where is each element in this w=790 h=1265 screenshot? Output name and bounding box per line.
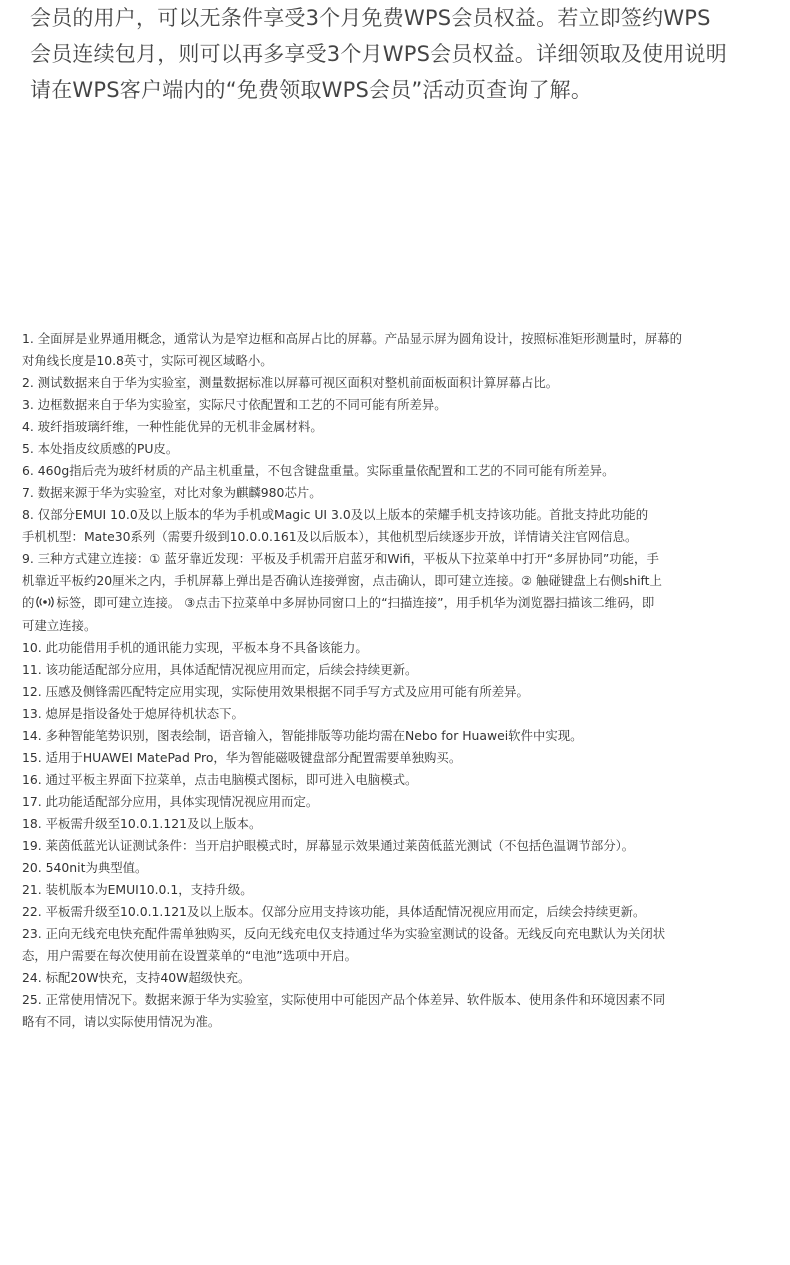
footnote-item (22, 416, 774, 438)
footnote-item (22, 460, 774, 482)
footnote-text: 的 (22, 595, 35, 610)
footnote-line: 9. 三种方式建立连接：① 蓝牙靠近发现：平板及手机需开启蓝牙和Wifi，平板从下拉菜单中打开“多屏协同”功能，手 (22, 551, 659, 566)
footnote-line: 3. 边框数据来自于华为实验室，实际尺寸依配置和工艺的不同可能有所差异。 (22, 397, 447, 412)
footnote-line-with-icon (22, 592, 774, 615)
footnote-line: 10. 此功能借用手机的通讯能力实现，平板本身不具备该能力。 (22, 640, 368, 655)
footnote-item (22, 879, 774, 901)
footnote-line: 对角线长度是10.8英寸，实际可视区域略小。 (22, 353, 273, 368)
footnote-item (22, 901, 774, 923)
footnote-item (22, 813, 774, 835)
footnote-line: 18. 平板需升级至10.0.1.121及以上版本。 (22, 816, 262, 831)
footnote-line: 25. 正常使用情况下。数据来源于华为实验室，实际使用中可能因产品个体差异、软件版本、使用条件和环境因素不同 (22, 992, 666, 1007)
footnote-item (22, 835, 774, 857)
footnote-line: 21. 装机版本为EMUI10.0.1，支持升级。 (22, 882, 253, 897)
footnote-line: 22. 平板需升级至10.0.1.121及以上版本。仅部分应用支持该功能，具体适配情况视应用而定，后续会持续更新。 (22, 904, 646, 919)
footnote-line: 7. 数据来源于华为实验室，对比对象为麒麟980芯片。 (22, 485, 322, 500)
footnote-item (22, 504, 774, 548)
footnote-item (22, 637, 774, 659)
footnote-item (22, 681, 774, 703)
footnote-line: 6. 460g指后壳为玻纤材质的产品主机重量，不包含键盘重量。实际重量依配置和工艺的不同可能有所差异。 (22, 463, 615, 478)
footnote-line: 24. 标配20W快充，支持40W超级快充。 (22, 970, 251, 985)
footnote-line: 态，用户需要在每次使用前在设置菜单的“电池”选项中开启。 (22, 948, 357, 963)
footnote-item (22, 659, 774, 681)
intro-line: 请在WPS客户端内的“免费领取WPS会员”活动页查询了解。 (30, 78, 593, 102)
footnote-line: 20. 540nit为典型值。 (22, 860, 148, 875)
footnote-item (22, 703, 774, 725)
footnote-item (22, 482, 774, 504)
footnote-line: 15. 适用于HUAWEI MatePad Pro，华为智能磁吸键盘部分配置需要单独购买。 (22, 750, 462, 765)
footnote-item (22, 967, 774, 989)
footnote-line: 23. 正向无线充电快充配件需单独购买，反向无线充电仅支持通过华为实验室测试的设备。无线反向充电默认为关闭状 (22, 926, 666, 941)
footnote-line: 17. 此功能适配部分应用，具体实现情况视应用而定。 (22, 794, 319, 809)
footnote-item (22, 328, 774, 372)
footnote-line: 5. 本处指皮纹质感的PU皮。 (22, 441, 179, 456)
footnote-line: 4. 玻纤指玻璃纤维，一种性能优异的无机非金属材料。 (22, 419, 323, 434)
footnote-item (22, 372, 774, 394)
footnote-line: 1. 全面屏是业界通用概念，通常认为是窄边框和高屏占比的屏幕。产品显示屏为圆角设计，按照标准矩形测量时，屏幕的 (22, 331, 683, 346)
footnote-item (22, 747, 774, 769)
footnote-line: 16. 通过平板主界面下拉菜单，点击电脑模式图标，即可进入电脑模式。 (22, 772, 418, 787)
intro-line: 会员连续包月，则可以再多享受3个月WPS会员权益。详细领取及使用说明 (30, 42, 727, 66)
intro-line: 会员的用户，可以无条件享受3个月免费WPS会员权益。若立即签约WPS (30, 6, 711, 30)
footnote-line: 12. 压感及侧锋需匹配特定应用实现，实际使用效果根据不同手写方式及应用可能有所差异。 (22, 684, 529, 699)
footnote-item (22, 923, 774, 967)
wireless-tag-icon (35, 593, 55, 615)
intro-paragraph (30, 0, 765, 108)
footnote-item (22, 548, 774, 637)
footnotes-list (22, 328, 774, 1033)
footnote-line: 2. 测试数据来自于华为实验室，测量数据标准以屏幕可视区面积对整机前面板面积计算屏幕占比。 (22, 375, 559, 390)
footnote-item (22, 857, 774, 879)
footnote-line: 略有不同，请以实际使用情况为准。 (22, 1014, 221, 1029)
footnote-item (22, 791, 774, 813)
footnote-line: 11. 该功能适配部分应用，具体适配情况视应用而定，后续会持续更新。 (22, 662, 418, 677)
footnote-line: 14. 多种智能笔势识别，图表绘制，语音输入，智能排版等功能均需在Nebo for Huawei软件中实现。 (22, 728, 583, 743)
footnote-text: 标签，即可建立连接。 ③点击下拉菜单中多屏协同窗口上的“扫描连接”，用手机华为浏览器扫描该二维码，即 (56, 595, 655, 610)
footnote-item (22, 394, 774, 416)
footnote-line: 19. 莱茵低蓝光认证测试条件：当开启护眼模式时，屏幕显示效果通过莱茵低蓝光测试（不包括色温调节部分）。 (22, 838, 635, 853)
footnote-item (22, 725, 774, 747)
footnote-line: 机靠近平板约20厘米之内，手机屏幕上弹出是否确认连接弹窗，点击确认，即可建立连接。② 触碰键盘上右侧shift上 (22, 573, 662, 588)
footnote-line: 8. 仅部分EMUI 10.0及以上版本的华为手机或Magic UI 3.0及以上版本的荣耀手机支持该功能。首批支持此功能的 (22, 507, 649, 522)
footnote-line: 可建立连接。 (22, 618, 97, 633)
footnote-item (22, 769, 774, 791)
footnote-item (22, 989, 774, 1033)
footnote-line: 手机机型：Mate30系列（需要升级到10.0.0.161及以后版本），其他机型后续逐步开放，详情请关注官网信息。 (22, 529, 638, 544)
footnote-line: 13. 熄屏是指设备处于熄屏待机状态下。 (22, 706, 244, 721)
footnote-item (22, 438, 774, 460)
